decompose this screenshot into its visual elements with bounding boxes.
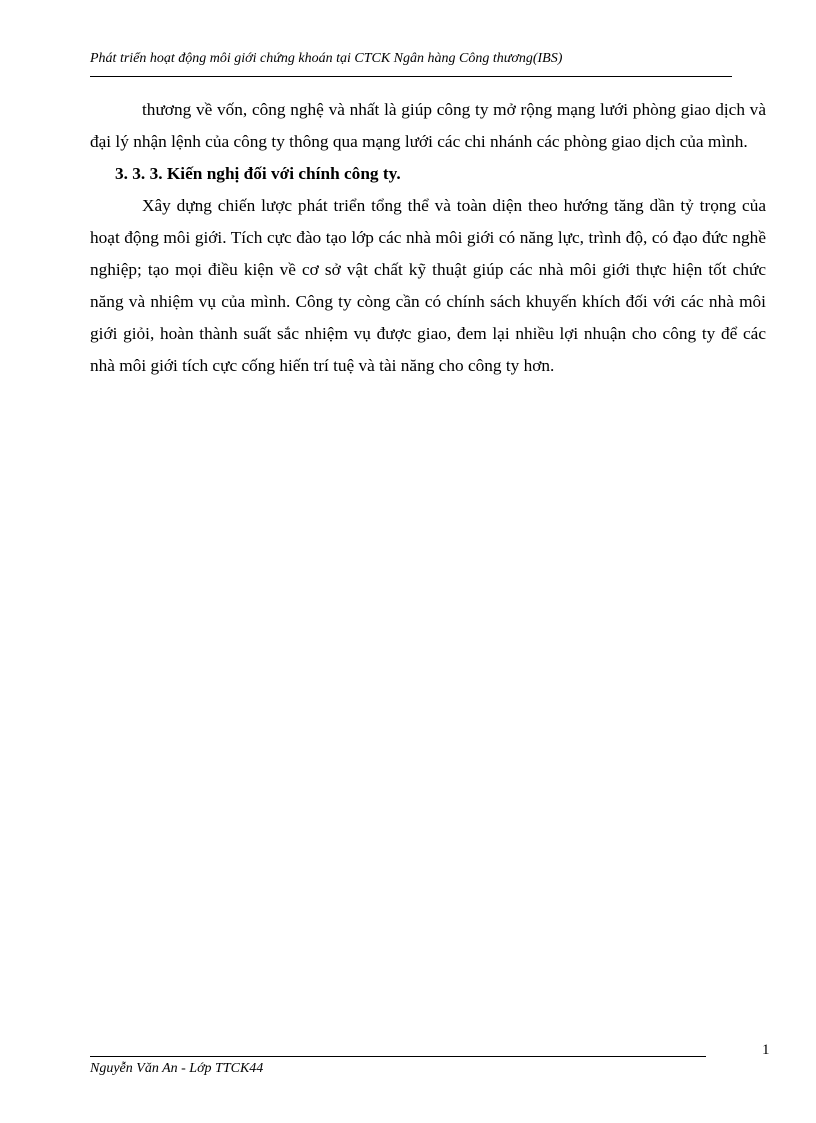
running-header: Phát triển hoạt động môi giới chứng khoán tại CTCK Ngân hàng Công thương(IBS) [90,51,563,66]
header-divider [90,76,732,77]
section-heading: 3. 3. 3. Kiến nghị đối với chính công ty. [115,164,401,183]
body-paragraph: Xây dựng chiến lược phát triển tổng thể và toàn diện theo hướng tăng dần tỷ trọng của hoạt động môi giới. Tích cực đào tạo lớp các nhà môi giới có năng lực, trình độ, có đạo đức nghề nghiệp; tạo mọi điều kiện về cơ sở vật chất kỹ thuật giúp các nhà môi giới thực hiện tốt chức năng và nhiệm vụ của mình. Công ty còng cần có chính sách khuyến khích đối với các nhà môi giới giỏi, hoàn thành suất sắc nhiệm vụ được giao, đem lại nhiều lợi nhuận cho công ty để các nhà môi giới tích cực cống hiến trí tuệ và tài năng cho công ty hơn. [90,196,766,375]
running-footer: Nguyễn Văn An - Lớp TTCK44 [90,1061,264,1076]
document-body [90,94,766,382]
continued-paragraph: thương về vốn, công nghệ và nhất là giúp công ty mở rộng mạng lưới phòng giao dịch và đại lý nhận lệnh của công ty thông qua mạng lưới các chi nhánh các phòng giao dịch của mình. [90,100,766,151]
page-number: 1 [762,1042,770,1058]
footer-divider [90,1056,706,1057]
